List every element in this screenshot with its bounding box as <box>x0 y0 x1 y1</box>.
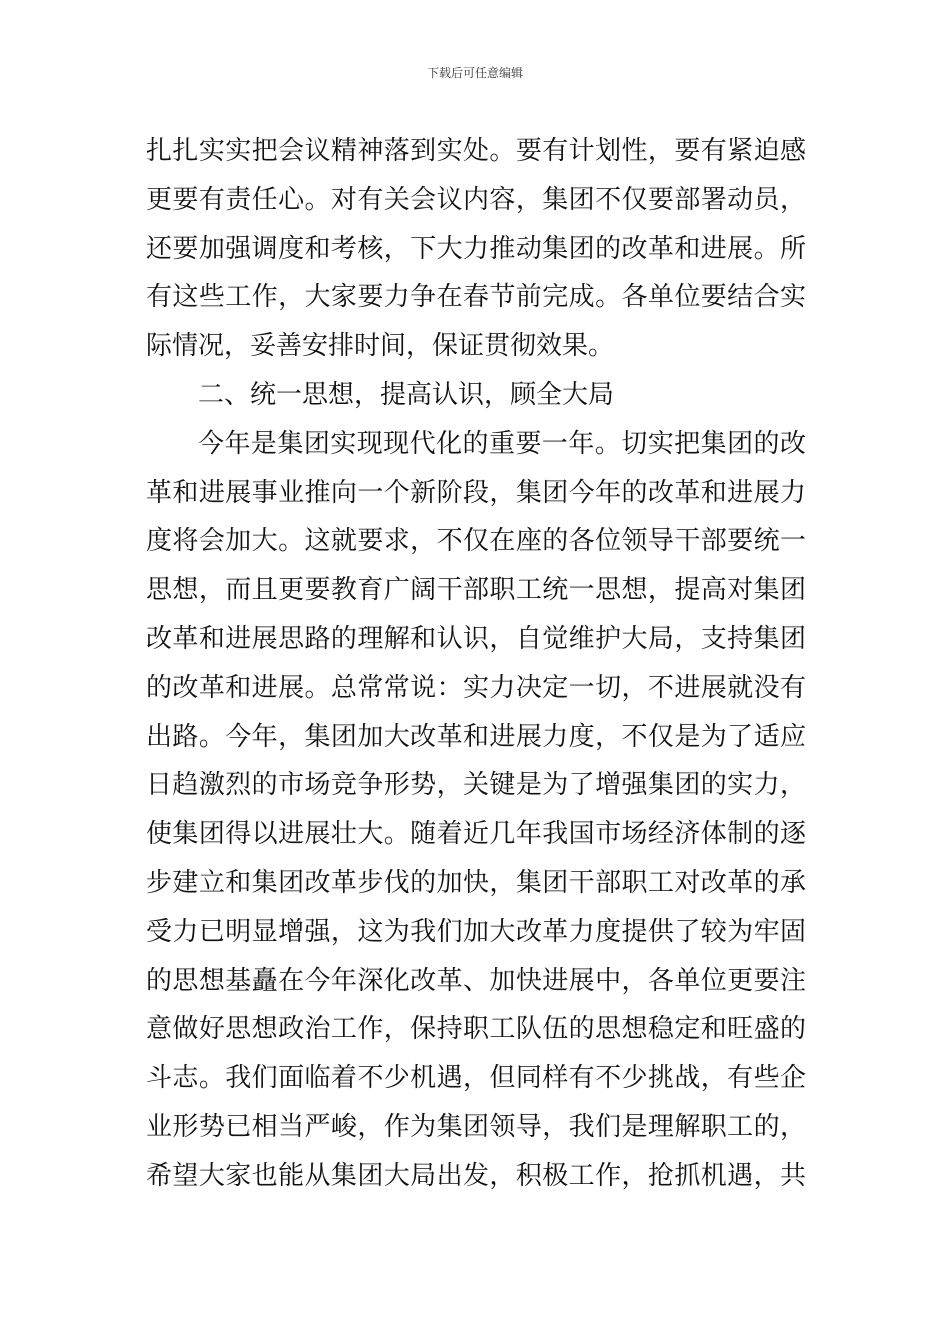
body-line: 改革和进展思路的理解和认识，自觉维护大局，支持集团 <box>146 623 806 654</box>
body-line: 希望大家也能从集团大局出发，积极工作，抢抓机遇，共 <box>146 1160 806 1191</box>
body-line: 意做好思想政治工作，保持职工队伍的思想稳定和旺盛的 <box>146 1014 806 1045</box>
body-line: 还要加强调度和考核，下大力推动集团的改革和进展。所 <box>146 233 806 264</box>
document-body <box>146 127 806 1201</box>
body-line: 革和进展事业推向一个新阶段，集团今年的改革和进展力 <box>146 477 806 508</box>
body-line: 扎扎实实把会议精神落到实处。要有计划性，要有紧迫感 <box>146 136 806 166</box>
body-line: 日趋激烈的市场竞争形势，关键是为了增强集团的实力， <box>146 770 806 801</box>
section-heading: 二、统一思想，提高认识，顾全大局 <box>198 379 615 410</box>
body-line: 际情况，妥善安排时间，保证贯彻效果。 <box>146 331 615 362</box>
body-line: 受力已明显增强，这为我们加大改革力度提供了较为牢固 <box>146 916 806 947</box>
page-header: 下载后可任意编辑 <box>426 66 523 80</box>
body-line: 度将会加大。这就要求，不仅在座的各位领导干部要统一 <box>146 526 806 557</box>
body-line: 出路。今年，集团加大改革和进展力度，不仅是为了适应 <box>146 721 806 752</box>
body-line: 思想，而且更要教育广阔干部职工统一思想，提高对集团 <box>146 575 806 606</box>
body-line: 更要有责任心。对有关会议内容，集团不仅要部署动员， <box>146 184 806 215</box>
body-line: 的思想基矗在今年深化改革、加快进展中，各单位更要注 <box>146 965 806 996</box>
body-line: 的改革和进展。总常常说：实力决定一切，不进展就没有 <box>146 672 806 703</box>
body-line: 业形势已相当严峻，作为集团领导，我们是理解职工的， <box>146 1111 806 1142</box>
body-line: 斗志。我们面临着不少机遇，但同样有不少挑战，有些企 <box>146 1063 806 1094</box>
body-line: 有这些工作，大家要力争在春节前完成。各单位要结合实 <box>146 282 806 313</box>
body-line: 今年是集团实现现代化的重要一年。切实把集团的改 <box>198 428 806 459</box>
body-line: 步建立和集团改革步伐的加快，集团干部职工对改革的承 <box>146 867 806 898</box>
body-line: 使集团得以进展壮大。随着近几年我国市场经济体制的逐 <box>146 819 806 850</box>
